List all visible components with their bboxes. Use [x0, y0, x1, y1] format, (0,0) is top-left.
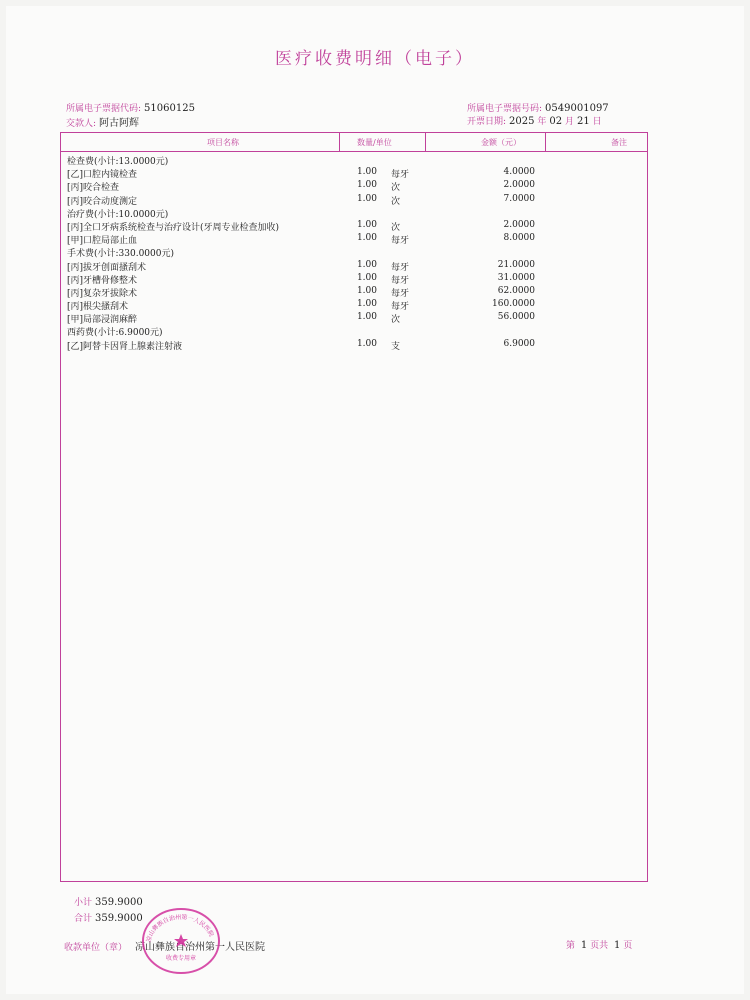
item-amount: 7.0000 — [503, 193, 535, 204]
item-amount: 2.0000 — [503, 180, 535, 191]
seal-ring-text: 凉山彝族自治州第一人民医院 — [145, 913, 215, 943]
column-divider — [339, 133, 340, 151]
bill-code-label: 所属电子票据代码: — [66, 104, 142, 114]
total-value: 359.9000 — [95, 913, 143, 924]
item-unit: 支 — [391, 341, 401, 352]
item-unit: 次 — [391, 222, 401, 233]
issue-date-label: 开票日期: — [467, 117, 507, 127]
table-row — [61, 166, 647, 179]
item-name: 治疗费(小计:10.0000元) — [67, 209, 169, 220]
table-row — [61, 324, 647, 337]
item-name: [丙]复杂牙拔除术 — [67, 288, 138, 299]
payer-value: 阿古阿辉 — [99, 118, 140, 129]
seal-star-icon — [174, 934, 188, 947]
item-qty: 1.00 — [356, 285, 377, 296]
item-name: [甲]局部浸润麻醉 — [67, 315, 138, 326]
table-row — [61, 232, 647, 245]
table-row — [61, 259, 647, 272]
item-amount: 8.0000 — [503, 233, 535, 244]
column-qty-unit: 数量/单位 — [357, 138, 392, 147]
item-qty: 1.00 — [356, 167, 377, 178]
bill-code-field — [66, 101, 195, 114]
item-qty: 1.00 — [356, 193, 377, 204]
item-name: [丙]咬合检查 — [67, 183, 120, 194]
issue-date-day: 21 — [577, 116, 590, 127]
item-qty: 1.00 — [356, 233, 377, 244]
item-unit: 每牙 — [391, 302, 410, 313]
item-amount: 62.0000 — [497, 285, 535, 296]
table-row — [61, 179, 647, 192]
subtotal-label: 小计 — [74, 898, 93, 908]
item-unit: 次 — [391, 315, 401, 326]
payer-field — [66, 114, 139, 129]
table-row — [61, 311, 647, 324]
total-field — [74, 911, 143, 924]
item-qty: 1.00 — [356, 219, 377, 230]
item-name: 检查费(小计:13.0000元) — [67, 157, 169, 167]
item-name: 手术费(小计:330.0000元) — [67, 249, 174, 260]
table-row — [61, 206, 647, 219]
issue-date-year: 2025 — [509, 116, 535, 127]
item-name: [丙]全口牙病系统检查与治疗设计(牙周专业检查加收) — [67, 222, 280, 233]
table-row — [61, 272, 647, 285]
table-header — [61, 133, 647, 152]
item-name: [乙]口腔内镜检查 — [67, 170, 138, 181]
bill-number-field — [467, 101, 609, 114]
column-amount: 金额（元） — [481, 138, 521, 147]
item-amount: 56.0000 — [497, 312, 535, 323]
item-name: [丙]咬合动度测定 — [67, 196, 138, 207]
item-qty: 1.00 — [356, 312, 377, 323]
bill-number-label: 所属电子票据号码: — [467, 104, 543, 114]
item-name: 西药费(小计:6.9000元) — [67, 328, 163, 339]
item-qty: 1.00 — [356, 338, 377, 349]
item-unit: 每牙 — [391, 275, 410, 286]
page-total: 1 — [614, 940, 621, 951]
payee-label: 收款单位（章） — [64, 943, 128, 953]
page-suffix: 页 — [623, 941, 633, 951]
detail-table — [60, 132, 648, 882]
table-row — [61, 245, 647, 258]
item-name: [丙]根尖搔刮术 — [67, 302, 129, 313]
item-name: [丙]拔牙创面搔刮术 — [67, 262, 147, 273]
total-label: 合计 — [74, 914, 93, 924]
issue-date-year-unit: 年 — [537, 117, 547, 127]
table-row — [61, 193, 647, 206]
item-unit: 每牙 — [391, 236, 410, 247]
hospital-seal-stamp — [140, 906, 222, 976]
item-amount: 6.9000 — [503, 338, 535, 349]
column-divider — [425, 133, 426, 151]
table-row — [61, 285, 647, 298]
page-prefix: 第 — [566, 941, 576, 951]
item-name: [丙]牙槽骨修整术 — [67, 275, 138, 286]
item-amount: 160.0000 — [492, 299, 535, 310]
page-current: 1 — [580, 940, 588, 951]
column-item-name: 项目名称 — [207, 138, 239, 147]
bill-code-value: 51060125 — [144, 103, 195, 114]
item-qty: 1.00 — [356, 272, 377, 283]
payer-label: 交款人: — [66, 119, 97, 129]
item-qty: 1.00 — [356, 180, 377, 191]
item-unit: 次 — [391, 196, 401, 207]
page-indicator — [566, 938, 632, 951]
item-amount: 2.0000 — [503, 219, 535, 230]
document-title: 医疗收费明细（电子） — [275, 49, 475, 69]
column-divider — [545, 133, 546, 151]
item-unit: 每牙 — [391, 170, 410, 181]
issue-date-month: 02 — [549, 116, 563, 127]
item-unit: 每牙 — [391, 288, 410, 299]
item-amount: 21.0000 — [497, 259, 535, 270]
item-unit: 次 — [391, 183, 401, 194]
item-amount: 31.0000 — [497, 272, 535, 283]
table-row — [61, 298, 647, 311]
table-body — [61, 153, 647, 351]
issue-date-month-unit: 月 — [565, 117, 575, 127]
table-row — [61, 153, 647, 166]
payee-value: 凉山彝族自治州第一人民医院 — [135, 942, 266, 953]
issue-date-day-unit: 日 — [592, 117, 602, 127]
item-name: [乙]阿替卡因肾上腺素注射液 — [67, 341, 183, 352]
bill-number-value: 0549001097 — [545, 103, 609, 114]
column-remark: 备注 — [611, 138, 627, 147]
item-unit: 每牙 — [391, 262, 410, 273]
issue-date-field — [467, 114, 602, 127]
item-amount: 4.0000 — [503, 167, 535, 178]
item-qty: 1.00 — [356, 299, 377, 310]
item-name: [甲]口腔局部止血 — [67, 236, 138, 247]
table-row — [61, 219, 647, 232]
page-mid: 页共 — [590, 941, 609, 951]
item-qty: 1.00 — [356, 259, 377, 270]
subtotal-value: 359.9000 — [95, 897, 143, 908]
table-row — [61, 338, 647, 351]
seal-center-text: 收费专用章 — [165, 955, 197, 962]
subtotal-field — [74, 895, 143, 908]
